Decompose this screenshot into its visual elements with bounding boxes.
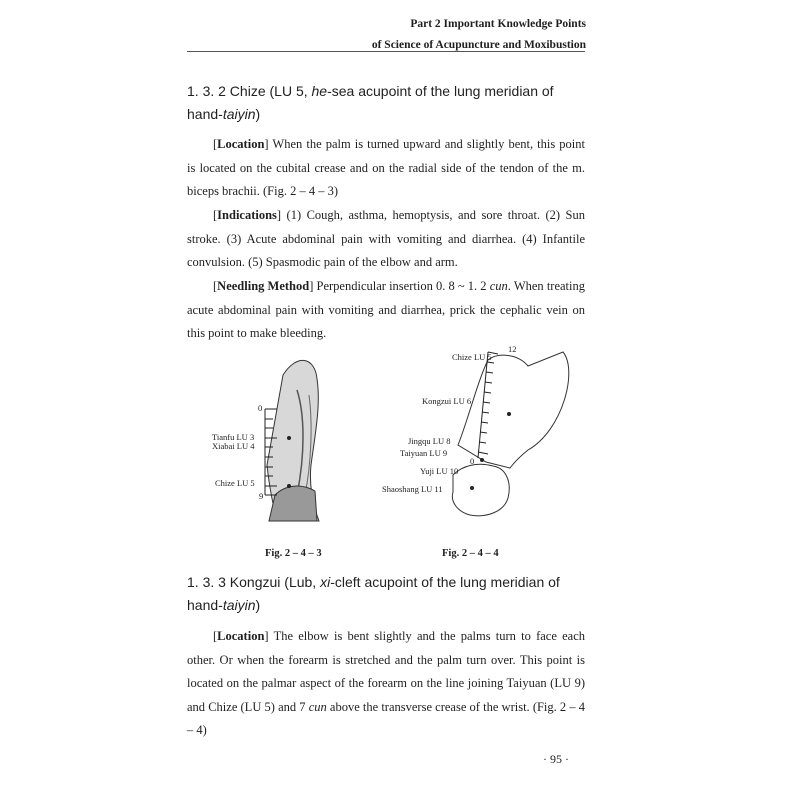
needling-text: Perpendicular insertion 0. 8 ~ 1. 2	[313, 279, 490, 293]
point-label-kongzui: Kongzui LU 6	[422, 396, 472, 406]
location-text: The elbow is bent slightly and the palms turn to face each other. Or when the forearm is stretched and the palm turn over. This point is located on the palmar aspect of the forearm on the line joining Taiyuan (LU 9) and Chize (LU 5) and 7	[187, 629, 585, 714]
point-label-shaoshang: Shaoshang LU 11	[382, 484, 443, 494]
running-header	[372, 14, 586, 56]
page-number: · 95 ·	[543, 752, 569, 766]
figure-forearm	[378, 340, 588, 530]
scale-bottom-label: 9	[259, 491, 264, 501]
acupoint-dot	[470, 486, 474, 490]
location-text: above the transverse crease of the wrist. (Fig. 2 – 4 – 4)	[187, 699, 585, 737]
section-title-kongzui	[187, 571, 585, 617]
point-label-xiabai: Xiabai LU 4	[212, 441, 255, 451]
location-unit: cun	[308, 699, 327, 714]
title-italic: taiyin	[222, 106, 256, 122]
point-label-chize: Chize LU 5	[452, 352, 492, 362]
scale-bottom-label: 0	[470, 456, 475, 466]
chize-indications-paragraph: [Indications] (1) Cough, asthma, hemoptysis, and sore throat. (2) Sun stroke. (3) Acute abdominal pain with vomiting and diarrhea. (4) Infantile convulsion. (5) Spasmodic pain of the elbow and arm.	[187, 208, 585, 269]
chize-location-paragraph: [Location] When the palm is turned upward and slightly bent, this point is located on the cubital crease and on the radial side of the tendon of the m. biceps brachii. (Fig. 2 – 4 – 3)	[187, 137, 585, 198]
scale-ticks	[478, 352, 498, 454]
point-label-taiyuan: Taiyuan LU 9	[400, 448, 448, 458]
scale-top-label: 12	[508, 344, 517, 354]
title-text: -cleft acupoint of the lung meridian of hand-	[187, 574, 560, 613]
forearm-illustration	[458, 352, 569, 468]
chize-needling-paragraph: [Needling Method] Perpendicular insertion 0. 8 ~ 1. 2 cun. When treating acute abdominal pain with vomiting and diarrhea, prick the cephalic vein on this point to make bleeding.	[187, 279, 585, 340]
hand-illustration	[452, 464, 509, 515]
section-title-chize	[187, 80, 585, 126]
point-label-yuji: Yuji LU 10	[420, 466, 459, 476]
title-italic: taiyin	[222, 597, 256, 613]
acupoint-dot	[287, 484, 291, 488]
header-line-2: of Science of Acupuncture and Moxibustion	[371, 39, 586, 51]
indications-text: (1) Cough, asthma, hemoptysis, and sore throat. (2) Sun stroke. (3) Acute abdominal pain with vomiting and diarrhea. (4) Infantile convulsion. (5) Spasmodic pain of the elbow and arm.	[187, 208, 585, 269]
title-text: -sea acupoint of the lung meridian of hand-	[187, 83, 554, 122]
scale-top-label: 0	[258, 403, 263, 413]
title-text: 1. 3. 3 Kongzui (Lub,	[187, 574, 321, 590]
needling-text: . When treating acute abdominal pain with vomiting and diarrhea, prick the cephalic vein on this point to make bleeding.	[187, 279, 585, 340]
needling-unit: cun	[489, 279, 508, 293]
kongzui-location-paragraph: [Location] The elbow is bent slightly and the palms turn to face each other. Or when the forearm is stretched and the palm turn over. This point is located on the palmar aspect of the forearm on the line joining Taiyuan (LU 9) and Chize (LU 5) and 7 cun above the transverse crease of the wrist. (Fig. 2 – 4 – 4)	[187, 629, 585, 737]
acupoint-dot	[480, 458, 484, 462]
title-italic: xi	[320, 574, 331, 590]
point-label-chize: Chize LU 5	[215, 478, 255, 488]
location-text: When the palm is turned upward and slightly bent, this point is located on the cubital crease and on the radial side of the tendon of the m. biceps brachii. (Fig. 2 – 4 – 3)	[187, 137, 585, 198]
location-label: Location	[217, 137, 265, 151]
needling-label: Needling Method	[217, 279, 310, 293]
figure-upper-arm	[205, 345, 335, 525]
title-text: 1. 3. 2 Chize (LU 5,	[187, 83, 312, 99]
indications-label: Indications	[217, 208, 277, 222]
point-label-jingqu: Jingqu LU 8	[408, 436, 451, 446]
acupoint-dot	[287, 436, 291, 440]
title-text: )	[255, 597, 261, 613]
title-text: )	[255, 106, 261, 122]
location-label: Location	[217, 629, 265, 643]
header-line-1: Part 2 Important Knowledge Points	[410, 18, 586, 30]
acupoint-dot	[507, 412, 511, 416]
figure-caption-2: Fig. 2 – 4 – 4	[442, 548, 499, 559]
point-label-tianfu: Tianfu LU 3	[212, 432, 255, 442]
title-italic: he	[311, 83, 328, 99]
figure-caption-1: Fig. 2 – 4 – 3	[265, 548, 322, 559]
header-rule	[187, 51, 585, 52]
